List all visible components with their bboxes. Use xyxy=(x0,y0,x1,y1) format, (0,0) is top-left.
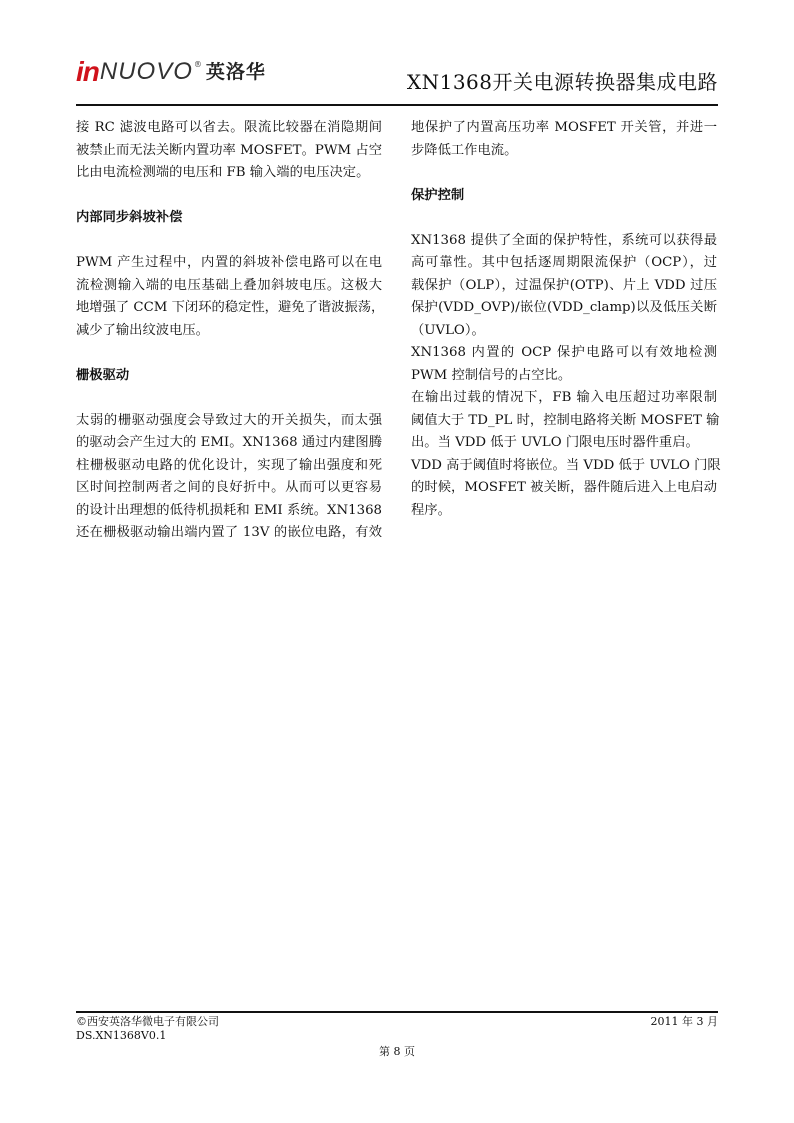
text-line: 比由电流检测端的电压和 FB 输入端的电压决定。 xyxy=(76,165,370,180)
text-line: 接 RC 滤波电路可以省去。限流比较器在消隐期间 xyxy=(76,120,382,135)
section-heading-slope-compensation: 内部同步斜坡补偿 xyxy=(76,210,183,225)
footer-date: 2011 年 3 月 xyxy=(650,1015,718,1028)
text-line: VDD 高于阈值时将嵌位。当 VDD 低于 UVLO 门限 xyxy=(411,457,721,473)
text-line: 减少了输出纹波电压。 xyxy=(76,322,209,338)
text-line: PWM 控制信号的占空比。 xyxy=(411,367,572,383)
text-line: 被禁止而无法关断内置功率 MOSFET。PWM 占空 xyxy=(76,142,382,158)
page-header xyxy=(76,56,718,106)
text-line: 的驱动会产生过大的 EMI。XN1368 通过内建图腾 xyxy=(76,435,382,450)
text-line: 的时候，MOSFET 被关断，器件随后进入上电启动 xyxy=(411,480,717,495)
footer-left xyxy=(76,1015,219,1043)
footer-doc-id: DS.XN1368V0.1 xyxy=(76,1029,167,1042)
text-line: 在输出过载的情况下，FB 输入电压超过功率限制 xyxy=(411,390,717,405)
gate-drive-paragraph xyxy=(76,410,382,545)
text-line: 程序。 xyxy=(411,502,451,518)
footer-company: ©西安英洛华微电子有限公司 xyxy=(76,1015,219,1028)
text-line: 区时间控制两者之间的良好折中。从而可以更容易 xyxy=(76,480,382,495)
logo-chinese-name: 英洛华 xyxy=(205,61,266,83)
text-line: 太弱的栅驱动强度会导致过大的开关损失，而太强 xyxy=(76,412,382,428)
text-line: 阈值大于 TD_PL 时，控制电路将关断 MOSFET 输 xyxy=(411,412,720,428)
protection-paragraph xyxy=(411,230,721,523)
text-line: 载保护（OLP），过温保护(OTP)、片上 VDD 过压 xyxy=(411,277,717,293)
intro-paragraph xyxy=(76,117,382,185)
slope-compensation-paragraph xyxy=(76,252,385,342)
text-line: XN1368 内置的 OCP 保护电路可以有效地检测 xyxy=(411,345,717,360)
text-line: 步降低工作电流。 xyxy=(411,142,518,158)
section-heading-gate-drive: 栅极驱动 xyxy=(76,367,130,383)
left-column xyxy=(76,117,385,545)
text-line: 柱栅极驱动电路的优化设计，实现了输出强度和死 xyxy=(76,457,382,473)
registered-mark: ® xyxy=(193,60,202,69)
page-number: 第 8 页 xyxy=(379,1045,415,1058)
header-divider xyxy=(76,104,718,106)
text-line: 保护(VDD_OVP)/嵌位(VDD_clamp)以及低压关断 xyxy=(411,300,717,315)
document-title: XN1368开关电源转换器集成电路 xyxy=(406,70,718,94)
text-line: （UVLO）。 xyxy=(411,322,485,338)
logo-wordmark: NUOVO xyxy=(99,58,193,85)
text-line: 流检测输入端的电压基础上叠加斜坡电压。这极大 xyxy=(76,277,382,293)
text-line: 还在栅极驱动输出端内置了 13V 的嵌位电路，有效 xyxy=(76,525,382,540)
text-line: 出。当 VDD 低于 UVLO 门限电压时器件重启。 xyxy=(411,435,699,450)
text-line: 的设计出理想的低待机损耗和 EMI 系统。XN1368 xyxy=(76,502,382,518)
text-line: 地保护了内置高压功率 MOSFET 开关管，并进一 xyxy=(411,120,717,135)
text-line: 地增强了 CCM 下闭环的稳定性，避免了谐波振荡， xyxy=(76,300,385,315)
text-line: PWM 产生过程中，内置的斜坡补偿电路可以在电 xyxy=(76,255,382,270)
text-line: XN1368 提供了全面的保护特性，系统可以获得最 xyxy=(411,232,717,248)
company-logo xyxy=(76,58,266,86)
continuation-paragraph xyxy=(411,117,717,162)
text-line: 高可靠性。其中包括逐周期限流保护（OCP），过 xyxy=(411,255,717,270)
section-heading-protection: 保护控制 xyxy=(411,187,465,203)
footer-divider xyxy=(76,1011,718,1013)
right-column xyxy=(411,117,721,522)
logo-mark: in xyxy=(76,56,99,87)
